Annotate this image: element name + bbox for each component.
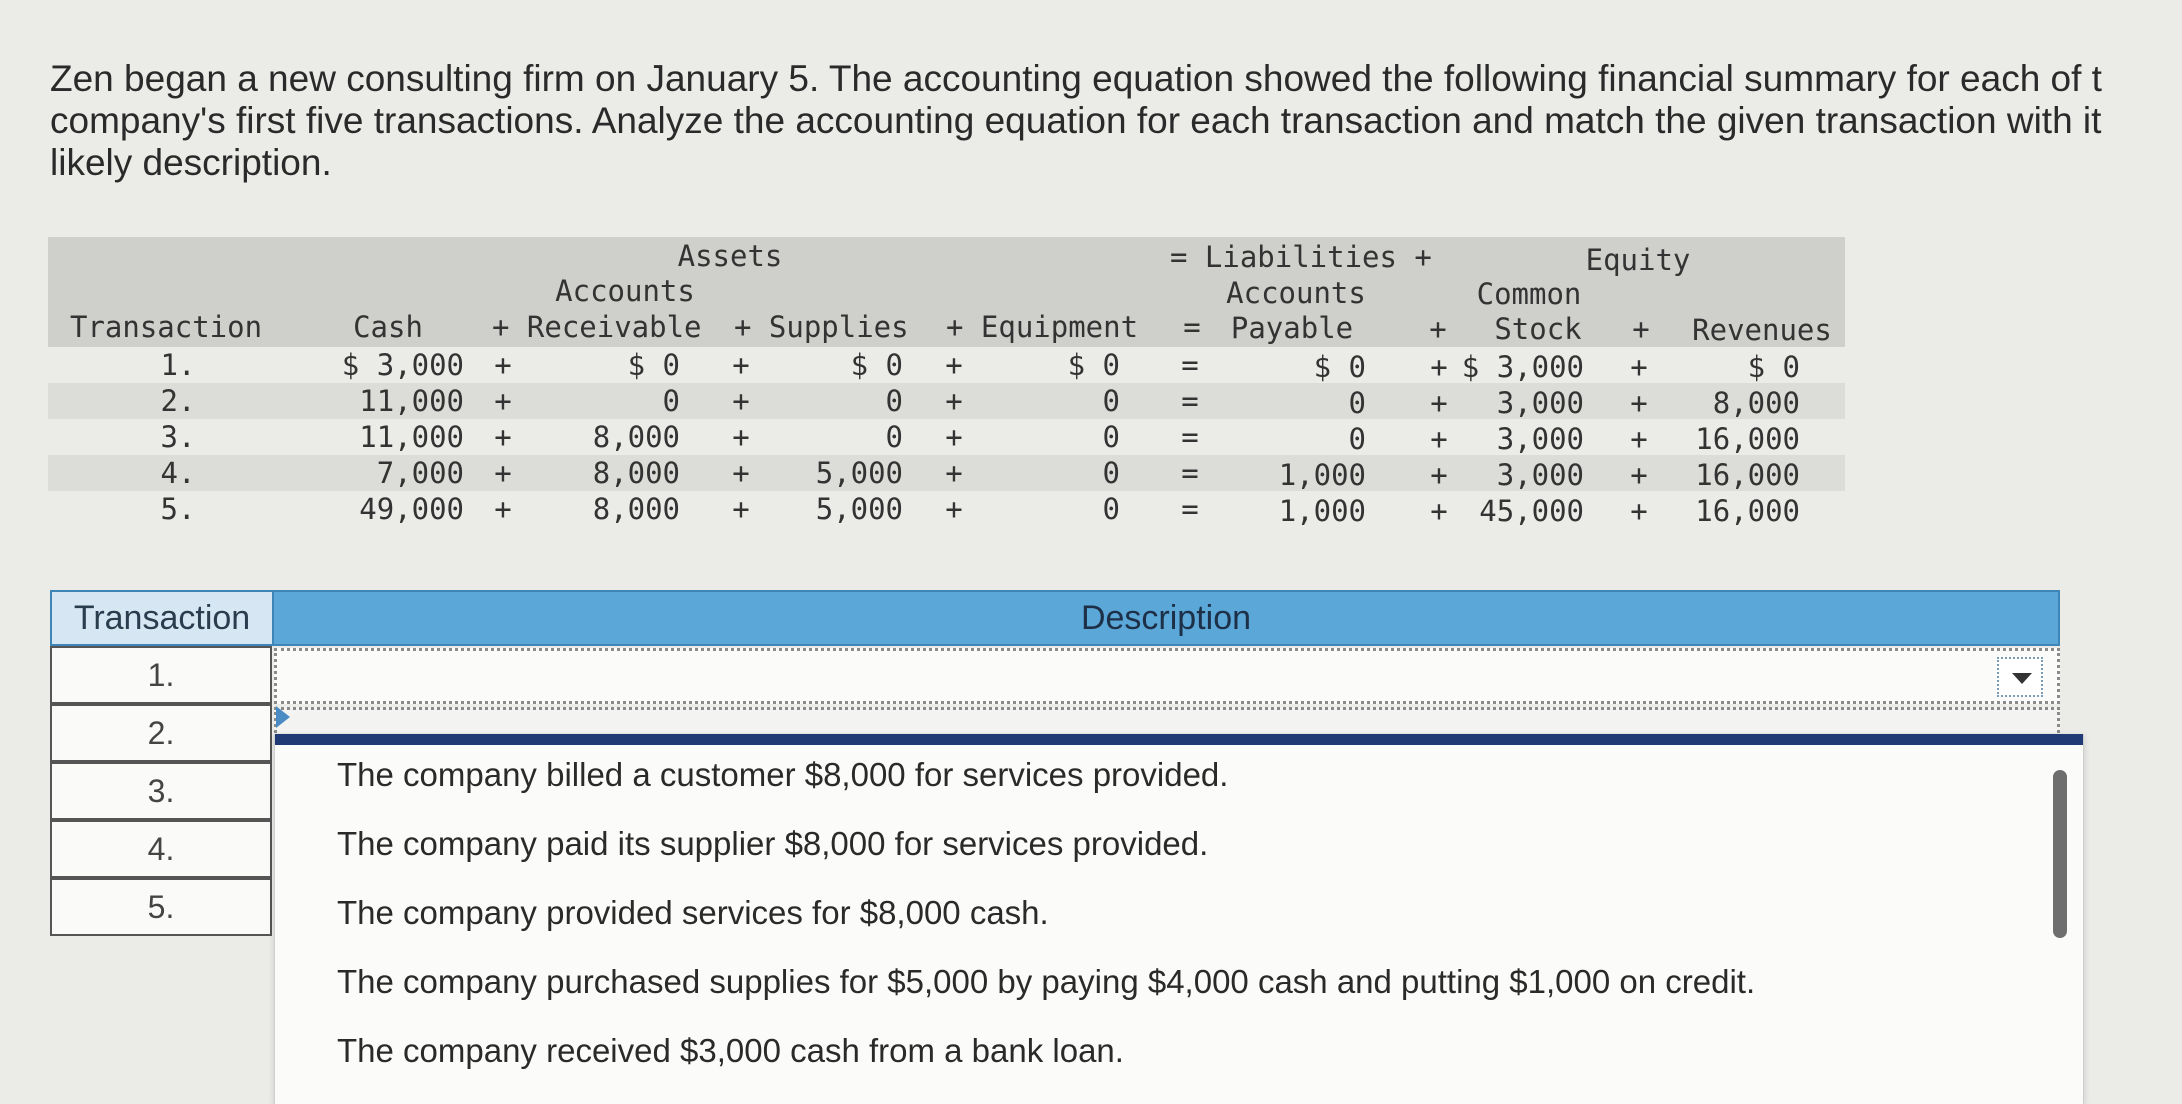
description-dropdown-list: [274, 734, 2084, 1104]
cell-rev: 8,000: [1712, 386, 1800, 420]
cell-cash: 49,000: [359, 492, 464, 526]
plus-sign: +: [1430, 386, 1448, 420]
cell-ap: $ 0: [1313, 350, 1366, 384]
plus-sign: +: [1430, 422, 1448, 456]
cell-cash: $ 3,000: [341, 348, 464, 382]
plus-sign: +: [1630, 386, 1648, 420]
receivable-header: + Receivable: [492, 310, 702, 344]
equipment-header: + Equipment: [946, 310, 1139, 344]
cell-cash: 11,000: [359, 384, 464, 418]
plus-sign: +: [494, 420, 512, 454]
equals-sign: =: [1181, 348, 1199, 382]
plus-sign: +: [494, 492, 512, 526]
dropdown-option[interactable]: The company paid its supplier $8,000 for services provided.: [337, 825, 1209, 862]
equals-sign: =: [1181, 456, 1199, 490]
plus-sign: +: [1630, 350, 1648, 384]
cell-n: 3.: [160, 420, 196, 454]
plus-sign: +: [1430, 350, 1448, 384]
accounts-label-receivable: Accounts: [555, 274, 695, 308]
transaction-cell-3: 3.: [50, 762, 272, 820]
cell-sup: 0: [885, 384, 903, 418]
cell-ar: 8,000: [592, 492, 680, 526]
plus-sign: +: [945, 384, 963, 418]
transaction-cell-4: 4.: [50, 820, 272, 878]
cell-cash: 7,000: [376, 456, 464, 490]
transaction-header: Transaction: [70, 310, 263, 344]
revenues-header: Revenues: [1692, 313, 1832, 347]
cell-stock: 3,000: [1496, 422, 1584, 456]
cell-n: 2.: [160, 384, 196, 418]
liabilities-label: = Liabilities +: [1170, 240, 1432, 274]
plus-sign: +: [945, 456, 963, 490]
cell-eqp: 0: [1102, 420, 1120, 454]
cell-rev: 16,000: [1695, 458, 1800, 492]
plus-sign: +: [1630, 422, 1648, 456]
equals-sign: =: [1181, 492, 1199, 526]
dropdown-option[interactable]: The company received $3,000 cash from a bank loan.: [337, 1032, 1124, 1069]
description-select-1[interactable]: [274, 648, 2060, 704]
description-column-header: Description: [1080, 599, 1252, 637]
plus-header-2: +: [1632, 312, 1650, 346]
supplies-header: + Supplies: [734, 310, 909, 344]
cell-rev: 16,000: [1695, 422, 1800, 456]
cell-ap: 0: [1348, 422, 1366, 456]
transaction-cell-1: 1.: [50, 646, 272, 704]
cell-sup: $ 0: [850, 348, 903, 382]
plus-sign: +: [732, 420, 750, 454]
cell-ar: 8,000: [592, 456, 680, 490]
cell-ar: 0: [662, 384, 680, 418]
dropdown-highlight-bar: [275, 734, 2083, 745]
cell-ar: 8,000: [592, 420, 680, 454]
plus-sign: +: [494, 384, 512, 418]
transaction-cell-5: 5.: [50, 878, 272, 936]
stock-header: Stock: [1494, 312, 1582, 346]
plus-sign: +: [1430, 458, 1448, 492]
cell-n: 4.: [160, 456, 196, 490]
equity-label: Equity: [1585, 243, 1691, 277]
cell-cash: 11,000: [359, 420, 464, 454]
cell-eqp: 0: [1102, 492, 1120, 526]
description-select-2[interactable]: [274, 707, 2060, 733]
transaction-cell-2: 2.: [50, 704, 272, 762]
assets-label: Assets: [677, 239, 783, 273]
cell-eqp: $ 0: [1067, 348, 1120, 382]
cell-ap: 1,000: [1278, 494, 1366, 528]
dropdown-option[interactable]: The company purchased supplies for $5,000 by paying $4,000 cash and putting $1,000 on credit.: [337, 963, 1756, 1000]
plus-sign: +: [494, 456, 512, 490]
plus-header: +: [1429, 312, 1447, 346]
cell-ap: 1,000: [1278, 458, 1366, 492]
cell-sup: 5,000: [815, 456, 903, 490]
transaction-column-header: Transaction: [52, 592, 274, 644]
plus-sign: +: [945, 420, 963, 454]
plus-sign: +: [1630, 458, 1648, 492]
question-prompt: Zen began a new consulting firm on January 5. The accounting equation showed the following financial summary for each of t company's first five transactions. Analyze the accounting equation for each transaction and match the given transaction with it likely description.: [50, 58, 2102, 183]
plus-sign: +: [494, 348, 512, 382]
cell-rev: $ 0: [1747, 350, 1800, 384]
accounts-label-payable: Accounts: [1226, 276, 1366, 310]
equals-header: =: [1183, 310, 1201, 344]
equals-sign: =: [1181, 420, 1199, 454]
cash-header: Cash: [353, 310, 423, 344]
plus-sign: +: [732, 456, 750, 490]
pointer-arrow-icon: [276, 706, 290, 728]
dropdown-option[interactable]: The company billed a customer $8,000 for services provided.: [337, 756, 1229, 793]
plus-sign: +: [945, 348, 963, 382]
cell-sup: 5,000: [815, 492, 903, 526]
plus-sign: +: [732, 492, 750, 526]
cell-n: 5.: [160, 492, 196, 526]
plus-sign: +: [1630, 494, 1648, 528]
cell-stock: 3,000: [1496, 458, 1584, 492]
matching-header: [50, 590, 2060, 646]
dropdown-scrollbar[interactable]: [2053, 770, 2067, 938]
cell-rev: 16,000: [1695, 494, 1800, 528]
accounting-equation-table: [48, 237, 1845, 527]
cell-stock: 45,000: [1479, 494, 1584, 528]
plus-sign: +: [1430, 494, 1448, 528]
plus-sign: +: [945, 492, 963, 526]
plus-sign: +: [732, 348, 750, 382]
payable-header: Payable: [1230, 311, 1354, 345]
cell-eqp: 0: [1102, 456, 1120, 490]
equals-sign: =: [1181, 384, 1199, 418]
cell-sup: 0: [885, 420, 903, 454]
cell-stock: 3,000: [1496, 386, 1584, 420]
cell-ar: $ 0: [627, 348, 680, 382]
plus-sign: +: [732, 384, 750, 418]
cell-n: 1.: [160, 348, 196, 382]
chevron-down-icon[interactable]: [1997, 657, 2043, 697]
dropdown-option[interactable]: The company provided services for $8,000 cash.: [337, 894, 1049, 931]
cell-stock: $ 3,000: [1461, 350, 1584, 384]
common-label: Common: [1476, 277, 1582, 311]
cell-ap: 0: [1348, 386, 1366, 420]
cell-eqp: 0: [1102, 384, 1120, 418]
